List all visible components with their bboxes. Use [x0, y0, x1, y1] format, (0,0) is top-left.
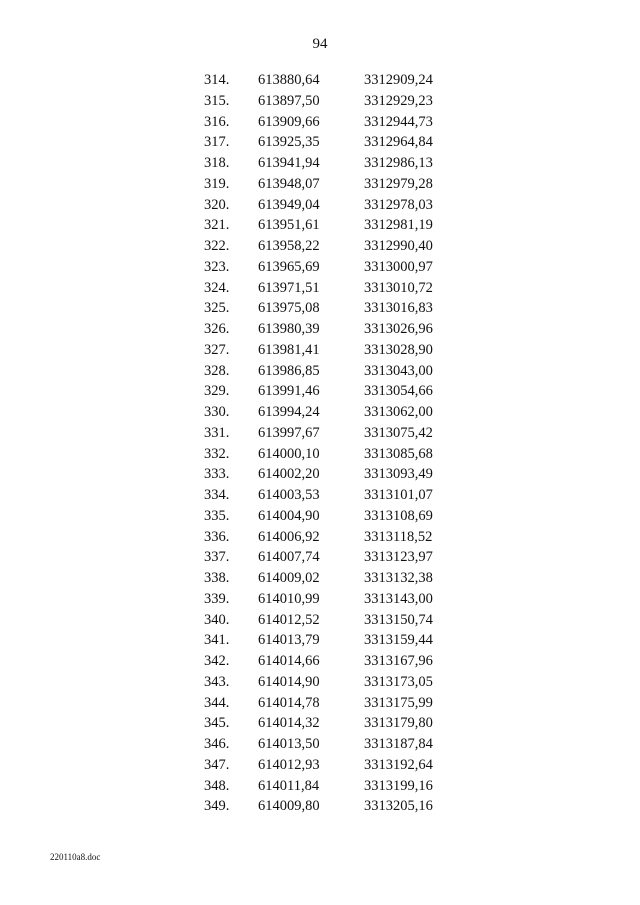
x-coordinate: 613986,85 — [258, 362, 320, 379]
point-number: 346. — [204, 736, 230, 752]
table-row — [0, 91, 640, 112]
table-row — [0, 112, 640, 133]
table-row — [0, 402, 640, 423]
table-row — [0, 610, 640, 631]
y-coordinate: 3313187,84 — [364, 736, 433, 752]
point-number: 334. — [204, 487, 230, 503]
point-number: 325. — [204, 300, 230, 317]
point-number: 324. — [204, 279, 230, 296]
table-row — [0, 651, 640, 672]
y-coordinate: 3313132,38 — [364, 570, 433, 586]
y-coordinate: 3313054,66 — [364, 383, 433, 400]
point-number: 318. — [204, 155, 230, 171]
x-coordinate: 613958,22 — [258, 238, 320, 254]
x-coordinate: 613965,69 — [258, 258, 320, 275]
point-number: 328. — [204, 362, 230, 379]
table-row — [0, 464, 640, 485]
y-coordinate: 3313205,16 — [364, 798, 433, 815]
point-number: 327. — [204, 341, 230, 358]
table-row — [0, 568, 640, 589]
table-row — [0, 547, 640, 568]
table-row — [0, 381, 640, 402]
table-row — [0, 734, 640, 755]
y-coordinate: 3313167,96 — [364, 653, 433, 669]
page-number: 94 — [312, 36, 328, 52]
y-coordinate: 3312909,24 — [364, 72, 433, 88]
x-coordinate: 614013,50 — [258, 736, 320, 752]
table-row — [0, 195, 640, 216]
x-coordinate: 614013,79 — [258, 632, 320, 649]
x-coordinate: 613994,24 — [258, 404, 320, 420]
x-coordinate: 613980,39 — [258, 321, 320, 337]
x-coordinate: 614014,32 — [258, 715, 320, 732]
point-number: 332. — [204, 445, 230, 462]
y-coordinate: 3313118,52 — [364, 528, 433, 545]
y-coordinate: 3312990,40 — [364, 238, 433, 254]
y-coordinate: 3313123,97 — [364, 549, 433, 566]
table-row — [0, 776, 640, 797]
table-row — [0, 278, 640, 299]
x-coordinate: 613951,61 — [258, 217, 320, 234]
y-coordinate: 3312979,28 — [364, 175, 433, 192]
y-coordinate: 3312978,03 — [364, 196, 433, 213]
point-number: 333. — [204, 466, 230, 483]
table-row — [0, 755, 640, 776]
x-coordinate: 614012,52 — [258, 611, 320, 628]
table-row — [0, 153, 640, 174]
point-number: 316. — [204, 113, 230, 130]
y-coordinate: 3313043,00 — [364, 362, 433, 379]
point-number: 348. — [204, 777, 230, 794]
point-number: 315. — [204, 92, 230, 109]
x-coordinate: 614004,90 — [258, 507, 320, 524]
y-coordinate: 3313093,49 — [364, 466, 433, 483]
y-coordinate: 3313179,80 — [364, 715, 433, 732]
table-row — [0, 672, 640, 693]
table-row — [0, 485, 640, 506]
coordinate-table — [0, 70, 640, 817]
footer-filename: 220110a8.doc — [50, 852, 101, 862]
table-row — [0, 589, 640, 610]
point-number: 349. — [204, 798, 230, 815]
point-number: 329. — [204, 383, 230, 400]
table-row — [0, 630, 640, 651]
table-row — [0, 257, 640, 278]
y-coordinate: 3313143,00 — [364, 590, 433, 607]
y-coordinate: 3313010,72 — [364, 279, 433, 296]
point-number: 319. — [204, 175, 230, 192]
table-row — [0, 215, 640, 236]
table-row — [0, 713, 640, 734]
point-number: 336. — [204, 528, 230, 545]
x-coordinate: 613991,46 — [258, 383, 320, 400]
x-coordinate: 614010,99 — [258, 590, 320, 607]
x-coordinate: 613949,04 — [258, 196, 320, 213]
x-coordinate: 613981,41 — [258, 341, 320, 358]
point-number: 339. — [204, 590, 230, 607]
x-coordinate: 613880,64 — [258, 72, 320, 88]
point-number: 321. — [204, 217, 230, 234]
x-coordinate: 613925,35 — [258, 134, 320, 151]
y-coordinate: 3313159,44 — [364, 632, 433, 649]
table-row — [0, 70, 640, 91]
y-coordinate: 3313192,64 — [364, 756, 433, 773]
x-coordinate: 613948,07 — [258, 175, 320, 192]
y-coordinate: 3313150,74 — [364, 611, 433, 628]
y-coordinate: 3313199,16 — [364, 777, 433, 794]
y-coordinate: 3312964,84 — [364, 134, 433, 151]
y-coordinate: 3313108,69 — [364, 507, 433, 524]
y-coordinate: 3312981,19 — [364, 217, 433, 234]
y-coordinate: 3313175,99 — [364, 694, 433, 711]
x-coordinate: 613975,08 — [258, 300, 320, 317]
table-row — [0, 236, 640, 257]
point-number: 344. — [204, 694, 230, 711]
point-number: 331. — [204, 424, 230, 441]
point-number: 323. — [204, 258, 230, 275]
y-coordinate: 3312944,73 — [364, 113, 433, 130]
x-coordinate: 614009,80 — [258, 798, 320, 815]
x-coordinate: 613941,94 — [258, 155, 320, 171]
x-coordinate: 613971,51 — [258, 279, 320, 296]
point-number: 347. — [204, 756, 230, 773]
point-number: 343. — [204, 673, 230, 690]
x-coordinate: 614014,66 — [258, 653, 320, 669]
point-number: 337. — [204, 549, 230, 566]
table-row — [0, 361, 640, 382]
x-coordinate: 613997,67 — [258, 424, 320, 441]
y-coordinate: 3313026,96 — [364, 321, 433, 337]
x-coordinate: 614014,78 — [258, 694, 320, 711]
table-row — [0, 319, 640, 340]
table-row — [0, 423, 640, 444]
x-coordinate: 613909,66 — [258, 113, 320, 130]
point-number: 320. — [204, 196, 230, 213]
y-coordinate: 3313000,97 — [364, 258, 433, 275]
table-row — [0, 340, 640, 361]
point-number: 345. — [204, 715, 230, 732]
y-coordinate: 3313016,83 — [364, 300, 433, 317]
x-coordinate: 614007,74 — [258, 549, 320, 566]
x-coordinate: 614002,20 — [258, 466, 320, 483]
table-row — [0, 132, 640, 153]
x-coordinate: 613897,50 — [258, 92, 320, 109]
point-number: 326. — [204, 321, 230, 337]
point-number: 335. — [204, 507, 230, 524]
point-number: 342. — [204, 653, 230, 669]
table-row — [0, 693, 640, 714]
x-coordinate: 614012,93 — [258, 756, 320, 773]
point-number: 330. — [204, 404, 230, 420]
y-coordinate: 3313062,00 — [364, 404, 433, 420]
table-row — [0, 506, 640, 527]
point-number: 338. — [204, 570, 230, 586]
x-coordinate: 614011,84 — [258, 777, 320, 794]
y-coordinate: 3312986,13 — [364, 155, 433, 171]
table-row — [0, 444, 640, 465]
x-coordinate: 614014,90 — [258, 673, 320, 690]
y-coordinate: 3313028,90 — [364, 341, 433, 358]
table-row — [0, 174, 640, 195]
point-number: 317. — [204, 134, 230, 151]
table-row — [0, 527, 640, 548]
table-row — [0, 796, 640, 817]
point-number: 341. — [204, 632, 230, 649]
y-coordinate: 3313173,05 — [364, 673, 433, 690]
x-coordinate: 614000,10 — [258, 445, 320, 462]
point-number: 340. — [204, 611, 230, 628]
y-coordinate: 3313085,68 — [364, 445, 433, 462]
y-coordinate: 3313101,07 — [364, 487, 433, 503]
point-number: 314. — [204, 72, 230, 88]
point-number: 322. — [204, 238, 230, 254]
x-coordinate: 614009,02 — [258, 570, 320, 586]
y-coordinate: 3312929,23 — [364, 92, 433, 109]
x-coordinate: 614003,53 — [258, 487, 320, 503]
x-coordinate: 614006,92 — [258, 528, 320, 545]
y-coordinate: 3313075,42 — [364, 424, 433, 441]
table-row — [0, 298, 640, 319]
